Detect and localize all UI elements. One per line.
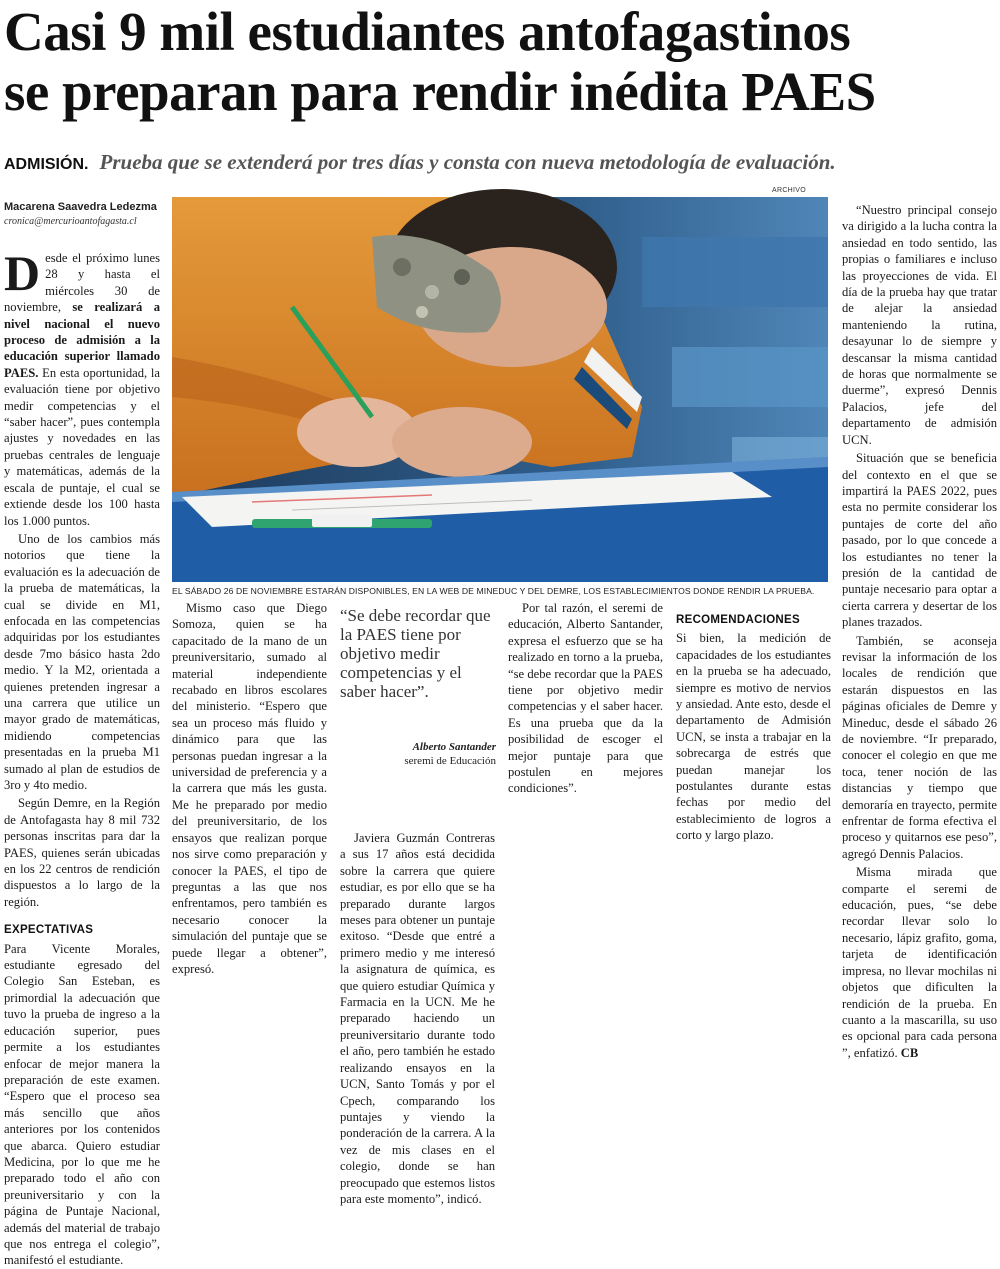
paragraph: También, se aconseja revisar la información de los locales de rendición que estarán dispuestos en las páginas oficiales de Demre y Mineduc, desde el sábado 26 de noviembre. “Ir preparado, conocer el colegio en que me toca, tener noción de las distancias y tiempo que demoraría en trayecto, permite enfrentar de forma efectiva el proceso y quitarnos ese peso”, agregó Dennis Palacios. bbox=[842, 633, 997, 861]
article-column-3 bbox=[340, 830, 495, 1206]
author-email[interactable]: cronica@mercurioantofagasta.cl bbox=[4, 216, 137, 227]
paragraph: Según Demre, en la Región de Antofagasta hay 8 mil 732 personas inscritas para dar la PAES, quienes serán ubicadas en los 22 centros de rendición dispuestos a lo largo de la región. bbox=[4, 796, 160, 909]
paragraph: Javiera Guzmán Contreras a sus 17 años está decidida sobre la carrera que quiere estudiar, es por ello que se ha preparado durante largos meses para obtener un puntaje exitoso. “Desde que entré a primero medio y me interesó la asignatura de química, es que quiero estudiar Química y Farmacia en la UCN. Me he preparado haciendo un preuniversitario durante todo el año, pero también he estado realizando ensayos en la UCN, Santo Tomás y por el Cpech, comparando los puntajes y viendo la ponderación de la carrera. A la vez de mis clases en el colegio, donde se han preocupado que estemos listos para este momento”, indicó. bbox=[340, 831, 495, 1206]
deck bbox=[4, 150, 996, 175]
headline-line-2: se preparan para rendir inédita PAES bbox=[4, 61, 876, 122]
article-column-6 bbox=[842, 202, 997, 1060]
pull-quote bbox=[340, 606, 496, 767]
author-name: Macarena Saavedra Ledezma bbox=[4, 201, 157, 213]
paragraph: Misma mirada que comparte el seremi de educación, pues, “se debe recordar llevar solo lo necesario, lápiz grafito, goma, tarjeta de identificación impresa, no llevar mochilas ni objetos que dificulten la rendición de la prueba. En cuanto a la mascarilla, su uso es opcional para cada persona ”, enfatizó. CB bbox=[842, 865, 997, 1060]
section-heading-expectativas: EXPECTATIVAS bbox=[4, 924, 94, 937]
paragraph: Si bien, la medición de capacidades de los estudiantes en la prueba se ha adecuado, siempre es motivo de nervios y ansiedad. Ante esto, desde el departamento de Admisión UCN, se insta a trabajar en la sobrecarga de estrés que puedan manejar los postulantes durante estas fechas por medio del establecimiento de logros a corto y largo plazo. bbox=[676, 631, 831, 843]
subheadline: Prueba que se extenderá por tres días y consta con nueva metodología de evaluación. bbox=[99, 150, 836, 174]
headline bbox=[4, 2, 996, 122]
pull-quote-name: Alberto Santander bbox=[412, 741, 496, 753]
article-column-5 bbox=[676, 600, 831, 980]
pull-quote-text: “Se debe recordar que la PAES tiene por objetivo medir competencias y el saber hacer”. bbox=[340, 606, 491, 701]
lead-paragraph: Desde el próximo lunes 28 y hasta el miércoles 30 de noviembre, se realizará a nivel nacional el nuevo proceso de admisión a la educación superior llamado PAES. En esta oportunidad, la evaluación tiene por objetivo medir competencias y el “saber hacer”, pues contempla ajustes y novedades en las pruebas centrales de lenguaje y matemáticas, además de la escala de puntaje, el cual se extiende desde los 100 hasta los 1.000 puntos. bbox=[4, 245, 160, 528]
paragraph: Uno de los cambios más notorios que tiene la evaluación es la adecuación de la prueba de matemáticas, la cual se divide en M1, enfocada en las competencias adquiridas por los estudiantes desde 7mo básico hasta 2do medio. Y la M2, orientada a quienes pretenden ingresar a una carrera que utilice un mayor grado de matemáticas, midiendo competencias presentadas en la prueba M1 sumado al plan de estudios de 3ro y 4to medio. bbox=[4, 531, 160, 792]
section-tag: ADMISIÓN. bbox=[4, 156, 89, 173]
paragraph: “Nuestro principal consejo va dirigido a la lucha contra la ansiedad en todo sentido, las propias o familiares e incluso las proyecciones de vida. El día de la prueba hay que tratar de alejar la ansiedad manteniendo la rutina, desayunar lo de siempre y descansar la misma cantidad de horas que normalmente se duerme”, expresó Dennis Palacios, jefe del departamento de admisión UCN. bbox=[842, 203, 997, 447]
headline-line-1: Casi 9 mil estudiantes antofagastinos bbox=[4, 1, 851, 62]
paragraph: Para Vicente Morales, estudiante egresado del Colegio San Esteban, es primordial la adecuación que tuvo la prueba de ingreso a la educación superior, pues permite a los estudiantes enfocar de mejor manera la preparación de este examen. “Espero que el proceso sea más sencillo que años anteriores por los contenidos que abarca. Quiero estudiar Medicina, por lo que me he preparado todo el año con preuniversitario y con la página de Puntaje Nacional, además del material de trabajo que nos entrega el colegio”, manifestó el estudiante. bbox=[4, 941, 160, 1268]
section-heading-recomendaciones: RECOMENDACIONES bbox=[676, 614, 800, 626]
article-column-2 bbox=[172, 600, 327, 980]
photo-caption: EL SÁBADO 26 DE NOVIEMBRE ESTARÁN DISPONIBLES, EN LA WEB DE MINEDUC Y DEL DEMRE, LOS ESTABLECIMIENTOS DONDE RENDIR LA PRUEBA. bbox=[172, 586, 815, 596]
photo-credit: ARCHIVO bbox=[772, 187, 806, 194]
paragraph: Situación que se beneficia del contexto en el que se impartirá la PAES 2022, pues esta no permite considerar los puntajes de corte del año pasado, por lo que concede a los estudiantes no tener la presión de la cantidad de puntaje necesario para optar a cierta carrera y desertar de los planes trazados. bbox=[842, 451, 997, 630]
end-mark-icon: CB bbox=[900, 1045, 919, 1060]
paragraph: Por tal razón, el seremi de educación, Alberto Santander, expresa el esfuerzo que se ha realizado en torno a la prueba, “se debe recordar que la PAES tiene por objetivo medir competencias y el saber hacer. Es una prueba que da la posibilidad de escoger el mejor puntaje para que postulen en mejores condiciones”. bbox=[508, 601, 663, 796]
article-column-1 bbox=[4, 245, 160, 1268]
article-photo bbox=[172, 197, 828, 582]
drop-cap: D bbox=[4, 245, 41, 301]
pull-quote-role: seremi de Educación bbox=[404, 755, 496, 767]
article-column-4 bbox=[508, 600, 663, 980]
byline bbox=[4, 201, 164, 227]
student-writing-illustration bbox=[172, 197, 828, 582]
paragraph: Mismo caso que Diego Somoza, quien se ha capacitado de la mano de un preuniversitario, sumado al material independiente recabado en libros escolares del ministerio. “Espero que sea un proceso más fluido y dinámico para que las personas puedan ingresar a la universidad de preferencia y a la carrera que más les gusta. Me he preparado por medio del preuniversitario, de los ensayos que realizan porque nos sirve como preparación y conocer la PAES, el tipo de preguntas a las que nos enfrentamos, pero también es necesario conocer la simulación del puntaje que se puede llegar a obtener”, expresó. bbox=[172, 601, 327, 976]
